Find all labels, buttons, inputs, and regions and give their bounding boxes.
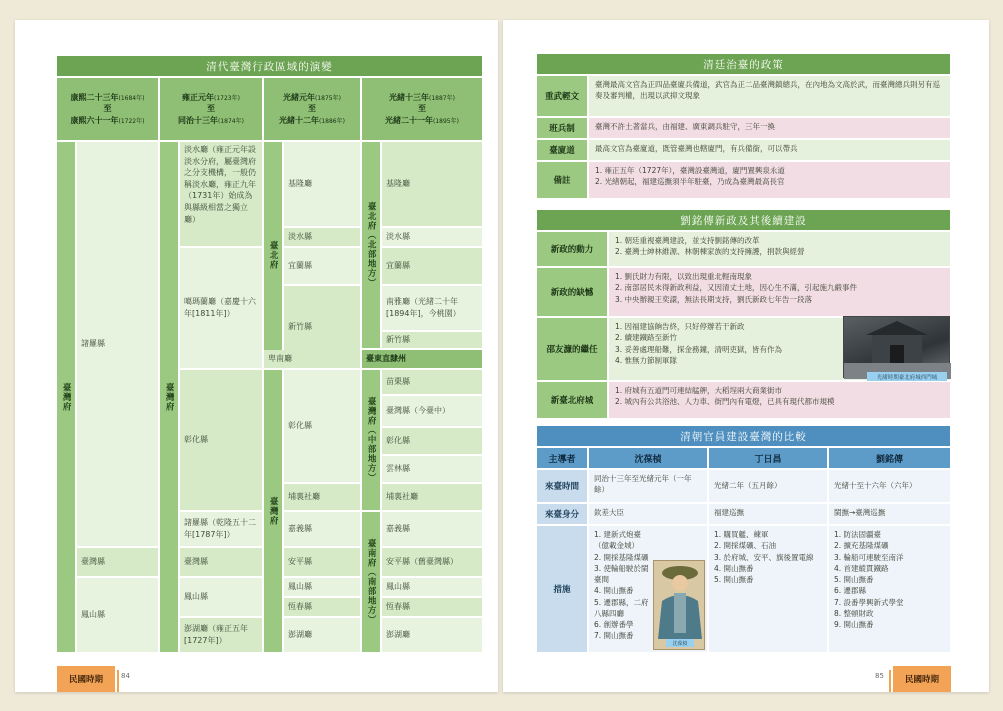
compare-cell-1-1: 同治十三年至光緒元年（一年餘） bbox=[589, 470, 707, 502]
policy-label-4: 備註 bbox=[537, 162, 587, 198]
compare-name-2: 丁日昌 bbox=[709, 448, 827, 468]
header-period-2: 雍正元年(1723年) 至 同治十三年(1874年) bbox=[160, 78, 262, 140]
col3-changhua: 彰化縣 bbox=[284, 370, 360, 482]
col4-taipei-fu: 臺北府（北部地方） bbox=[362, 142, 380, 348]
footer-divider bbox=[117, 670, 119, 692]
col3-hsinchu: 新竹縣 bbox=[284, 286, 360, 368]
compare-cell-3-2: 1. 購買艦、練軍 2. 開採煤礦、石油 3. 於府城、安平、旗後置電線 4. 開山撫番 5. 開山撫番 bbox=[709, 526, 827, 652]
col4-tainan-fu: 臺南府（南部地方） bbox=[362, 512, 380, 652]
shen-portrait bbox=[653, 560, 705, 650]
col1-fengshan: 鳳山縣 bbox=[77, 578, 158, 652]
compare-title: 清朝官員建設臺灣的比較 bbox=[537, 426, 950, 446]
footer-tab: 民國時期 bbox=[57, 666, 115, 692]
col2-fu: 臺灣府 bbox=[160, 142, 178, 652]
col2-fengshan: 鳳山縣 bbox=[180, 578, 262, 616]
col4-puli: 埔裏社廳 bbox=[382, 484, 482, 510]
compare-name-3: 劉銘傳 bbox=[829, 448, 950, 468]
col4-jiayi: 嘉義縣 bbox=[382, 512, 482, 546]
footer-tab: 民國時期 bbox=[893, 666, 951, 692]
col4-fengshan: 鳳山縣 bbox=[382, 578, 482, 596]
col2-taiwan: 臺灣縣 bbox=[180, 548, 262, 576]
col4-tamsui: 淡水縣 bbox=[382, 228, 482, 246]
col1-fu: 臺灣府 bbox=[57, 142, 75, 652]
liu-label-2: 新政的缺憾 bbox=[537, 268, 607, 316]
col3-fengshan: 鳳山縣 bbox=[284, 578, 360, 596]
col4-yilan: 宜蘭縣 bbox=[382, 248, 482, 284]
policy-title: 清廷治臺的政策 bbox=[537, 54, 950, 74]
table-title: 清代臺灣行政區域的演變 bbox=[57, 56, 482, 76]
col4-taiwan-fu: 臺灣府（中部地方） bbox=[362, 370, 380, 510]
right-page bbox=[503, 20, 989, 692]
liu-text-2: 1. 劉氏財力有限，以致出現重北輕南現象 2. 南部居民未得新政利益，又因清丈土地，因心生不滿，引起施九緞事件 3. 中央辦親王奕譞，無法長期支持，劉氏新政七年告一段落 bbox=[609, 268, 950, 316]
city-gate-photo bbox=[843, 316, 950, 378]
policy-text-3: 最高文官為臺廈道，既管臺灣也轄廈門，有兵備銜，可以帶兵 bbox=[589, 140, 950, 160]
compare-cell-1-3: 光緒十至十六年（六年） bbox=[829, 470, 950, 502]
liu-text-4: 1. 府城有五道門可連結艋舺，大稻埕兩大商業街市 2. 城內有公共浴池、人力車、街門內有電燈，已具有現代都市規模 bbox=[609, 382, 950, 418]
header-period-4: 光緒十三年(1887年) 至 光緒二十一年(1895年) bbox=[362, 78, 482, 140]
gate-illustration bbox=[844, 317, 951, 379]
col3-hengchun: 恆春縣 bbox=[284, 598, 360, 616]
liu-label-1: 新政的動力 bbox=[537, 232, 607, 266]
policy-text-2: 臺灣不許土著當兵，由福建、廣東調兵駐守，三年一換 bbox=[589, 118, 950, 138]
col4-hsinchu: 新竹縣 bbox=[382, 332, 482, 348]
col2-zhuluo: 諸羅縣（乾隆五十二年[1787年]） bbox=[180, 512, 262, 546]
col2-tamsui: 淡水廳（雍正元年設淡水分府，屬臺灣府之分支機構，一般仍稱淡水廳，雍正九年（1731年）始成為與縣級相當之獨立廳） bbox=[180, 142, 262, 246]
col4-miaoli: 苗栗縣 bbox=[382, 370, 482, 394]
compare-head-label: 主導者 bbox=[537, 448, 587, 468]
header-period-3: 光緒元年(1875年) 至 光緒十二年(1886年) bbox=[264, 78, 360, 140]
col1-taiwan: 臺灣縣 bbox=[77, 548, 158, 576]
footer-divider bbox=[889, 670, 891, 692]
col4-taidong: 臺東直隸州 bbox=[362, 350, 482, 368]
left-page bbox=[15, 20, 498, 692]
policy-text-4: 1. 雍正五年（1727年），臺灣設臺灣道，廈門置興泉永道 2. 光緒朝起，福建巡撫須半年駐臺，乃成為臺灣最高長官 bbox=[589, 162, 950, 198]
compare-row-label-2: 來臺身分 bbox=[537, 504, 587, 524]
policy-label-3: 臺廈道 bbox=[537, 140, 587, 160]
compare-name-1: 沈葆楨 bbox=[589, 448, 707, 468]
col4-changhua: 彰化縣 bbox=[382, 428, 482, 454]
col2-changhua: 彰化縣 bbox=[180, 370, 262, 510]
col4-hengchun: 恆春縣 bbox=[382, 598, 482, 616]
col3-yilan: 宜蘭縣 bbox=[284, 248, 360, 284]
header-period-1: 康熙二十三年(1684年) 至 康熙六十一年(1722年) bbox=[57, 78, 158, 140]
col4-nanya: 南雅廳（光緒二十年[1894年]，今桃園） bbox=[382, 286, 482, 330]
col3-anping: 安平縣 bbox=[284, 548, 360, 576]
col1-zhuluo: 諸羅縣 bbox=[77, 142, 158, 546]
compare-row-label-1: 來臺時間 bbox=[537, 470, 587, 502]
compare-cell-1-2: 光緒二年（五月餘） bbox=[709, 470, 827, 502]
col3-taiwan-fu: 臺灣府 bbox=[264, 370, 282, 652]
col3-jiayi: 嘉義縣 bbox=[284, 512, 360, 546]
compare-cell-2-3: 閩撫→臺灣巡撫 bbox=[829, 504, 950, 524]
col4-yunlin: 雲林縣 bbox=[382, 456, 482, 482]
col3-beinan: 卑南廳 bbox=[264, 350, 360, 368]
policy-label-2: 班兵制 bbox=[537, 118, 587, 138]
col4-keelung: 基隆廳 bbox=[382, 142, 482, 226]
col4-penghu: 澎湖廳 bbox=[382, 618, 482, 652]
portrait-illustration bbox=[654, 561, 706, 639]
col4-anping: 安平縣（舊臺灣縣） bbox=[382, 548, 482, 576]
col3-penghu: 澎湖廳 bbox=[284, 618, 360, 652]
liu-text-3: 1. 因福建協餉告終，只好停辦若干新政 2. 續建鐵路至新竹 3. 妥善處理船難，探金務鐘，清明吏獄，皆有作為 4. 惟無力節制軍隊 bbox=[609, 318, 950, 380]
page-number: 84 bbox=[121, 672, 130, 680]
col4-taiwan-county: 臺灣縣（今臺中） bbox=[382, 396, 482, 426]
col2-penghu: 澎湖廳（雍正五年[1727年]） bbox=[180, 618, 262, 652]
compare-row-label-3: 措施 bbox=[537, 526, 587, 652]
policy-label-1: 重武輕文 bbox=[537, 76, 587, 116]
col3-keelung: 基隆廳 bbox=[284, 142, 360, 226]
compare-cell-3-3: 1. 防法固疆臺 2. 擴充基隆煤礦 3. 輪船可連駛至南洋 4. 首建縱貫鐵路 5. 開山撫番 6. 遷郡縣 7. 設番學興新式學堂 8. 整頓財政 9. 開山撫番 bbox=[829, 526, 950, 652]
liu-text-1: 1. 朝廷重視臺灣建設，並支持劉銘傳的改革 2. 臺灣士紳林維源、林朝棟家族的支持擁護，捐款與經營 bbox=[609, 232, 950, 266]
col3-tamsui: 淡水縣 bbox=[284, 228, 360, 246]
liu-label-4: 新臺北府城 bbox=[537, 382, 607, 418]
page-number: 85 bbox=[875, 672, 884, 680]
liu-title: 劉銘傳新政及其後續建設 bbox=[537, 210, 950, 230]
liu-label-3: 邵友濂的繼任 bbox=[537, 318, 607, 380]
compare-cell-2-1: 欽差大臣 bbox=[589, 504, 707, 524]
compare-cell-3-1: 1. 建新式炮臺（億載金城） 2. 開採基隆煤礦 3. 使輪船駛於閩臺間 4. 開山撫番 5. 遷郡縣，二府八縣四廳 6. 創辦番學 7. 開山撫番 bbox=[589, 526, 707, 652]
photo-caption: 光緒時期臺北府城西門城 bbox=[867, 372, 947, 381]
portrait-caption: 沈葆楨 bbox=[666, 639, 694, 647]
policy-text-1: 臺灣最高文官為正四品臺廈兵備道，武官為正二品臺灣鎮總兵，在內地為文高於武，而臺灣總兵則另有巡奏及審判權，出現以武抑文現象 bbox=[589, 76, 950, 116]
col2-gamalan: 噶瑪蘭廳（嘉慶十六年[1811年]） bbox=[180, 248, 262, 368]
col3-puli: 埔裏社廳 bbox=[284, 484, 360, 510]
compare-cell-2-2: 福建巡撫 bbox=[709, 504, 827, 524]
col3-taipei-fu: 臺北府 bbox=[264, 142, 282, 368]
